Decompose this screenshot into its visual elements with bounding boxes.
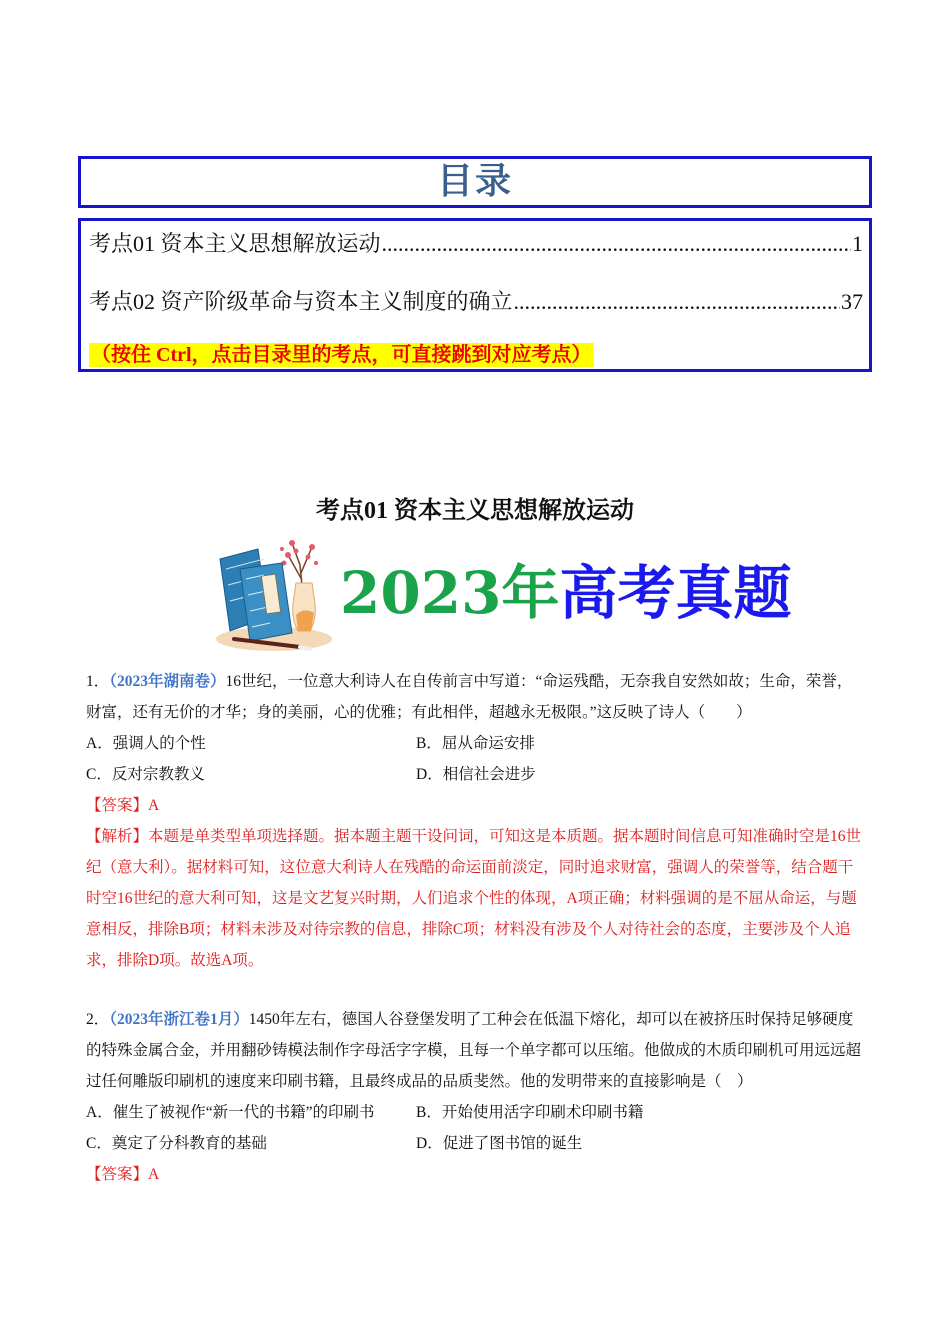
question-stem: [86, 666, 864, 728]
toc-item-page: 37: [841, 289, 863, 314]
books-illustration-icon: [212, 535, 337, 655]
toc-box: [78, 218, 872, 372]
question-options: [86, 728, 864, 790]
answer: 【答案】A: [86, 797, 160, 814]
option-c: C．奠定了分科教育的基础: [86, 1135, 267, 1152]
question-source: （2023年湖南卷）: [109, 673, 226, 690]
toc-item-page: 1: [852, 231, 863, 256]
toc-title: 目录: [436, 161, 513, 202]
option-d: D．相信社会进步: [416, 766, 536, 783]
toc-item-label: 考点02 资产阶级革命与资本主义制度的确立: [89, 289, 513, 314]
option-c: C．反对宗教教义: [86, 766, 205, 783]
banner-heading: [340, 553, 791, 633]
toc-item-label: 考点01 资本主义思想解放运动: [89, 231, 381, 256]
banner-year: 2023年: [340, 559, 560, 627]
toc-link-kaodian-02[interactable]: [89, 285, 863, 316]
toc-leader-dots: [514, 289, 840, 315]
question-number: 2．: [86, 1011, 110, 1028]
toc-title-box: [78, 156, 872, 208]
toc-leader-dots: [382, 231, 851, 257]
question-number: 1．: [86, 673, 110, 690]
answer: 【答案】A: [86, 1166, 160, 1183]
option-a: A．强调人的个性: [86, 735, 206, 752]
question-1: [86, 666, 864, 976]
question-text: 1450年左右，德国人谷登堡发明了工种会在低温下熔化，却可以在被挤压时保持足够硬度的特殊金属合金，并用翻砂铸模法制作字母活字字模，且每一个单字都可以压缩。他做成的木质印刷机可用远远超过任何雕版印刷机的速度来印刷书籍，且最终成品的品质斐然。他的发明带来的直接影响是（ ）: [86, 1011, 862, 1090]
question-options: [86, 1097, 864, 1159]
option-a: A．催生了被视作“新一代的书籍”的印刷书: [86, 1104, 375, 1121]
question-stem: [86, 1004, 864, 1097]
analysis: 【解析】本题是单类型单项选择题。据本题主题干设问词，可知这是本质题。据本题时间信息可知准确时空是16世纪（意大利）。据材料可知，这位意大利诗人在残酷的命运面前淡定，同时追求财富，强调人的荣誉等，结合题干时空16世纪的意大利可知，这是文艺复兴时期，人们追求个性的体现，A项正确；材料强调的是不屈从命运，与题意相反，排除B项；材料未涉及对待宗教的信息，排除C项；材料没有涉及个人对待社会的态度，主要涉及个人追求，排除D项。故选A项。: [86, 828, 862, 969]
exam-banner: [212, 535, 792, 655]
option-d: D．促进了图书馆的诞生: [416, 1135, 583, 1152]
toc-link-kaodian-01[interactable]: [89, 227, 863, 258]
option-b: B．开始使用活字印刷术印刷书籍: [416, 1104, 644, 1121]
question-2: [86, 1004, 864, 1190]
toc-hint: （按住 Ctrl，点击目录里的考点，可直接跳到对应考点）: [91, 344, 592, 366]
banner-subtitle: 高考真题: [559, 559, 792, 627]
question-text: 16世纪，一位意大利诗人在自传前言中写道：“命运残酷，无奈我自安然如故；生命，荣誉，财富，还有无价的才华；身的美丽，心的优雅；有此相伴，超越永无极限。”这反映了诗人（ ）: [86, 673, 853, 721]
option-b: B．屈从命运安排: [416, 735, 535, 752]
question-source: （2023年浙江卷1月）: [109, 1011, 249, 1028]
section-title: 考点01 资本主义思想解放运动: [316, 498, 634, 524]
